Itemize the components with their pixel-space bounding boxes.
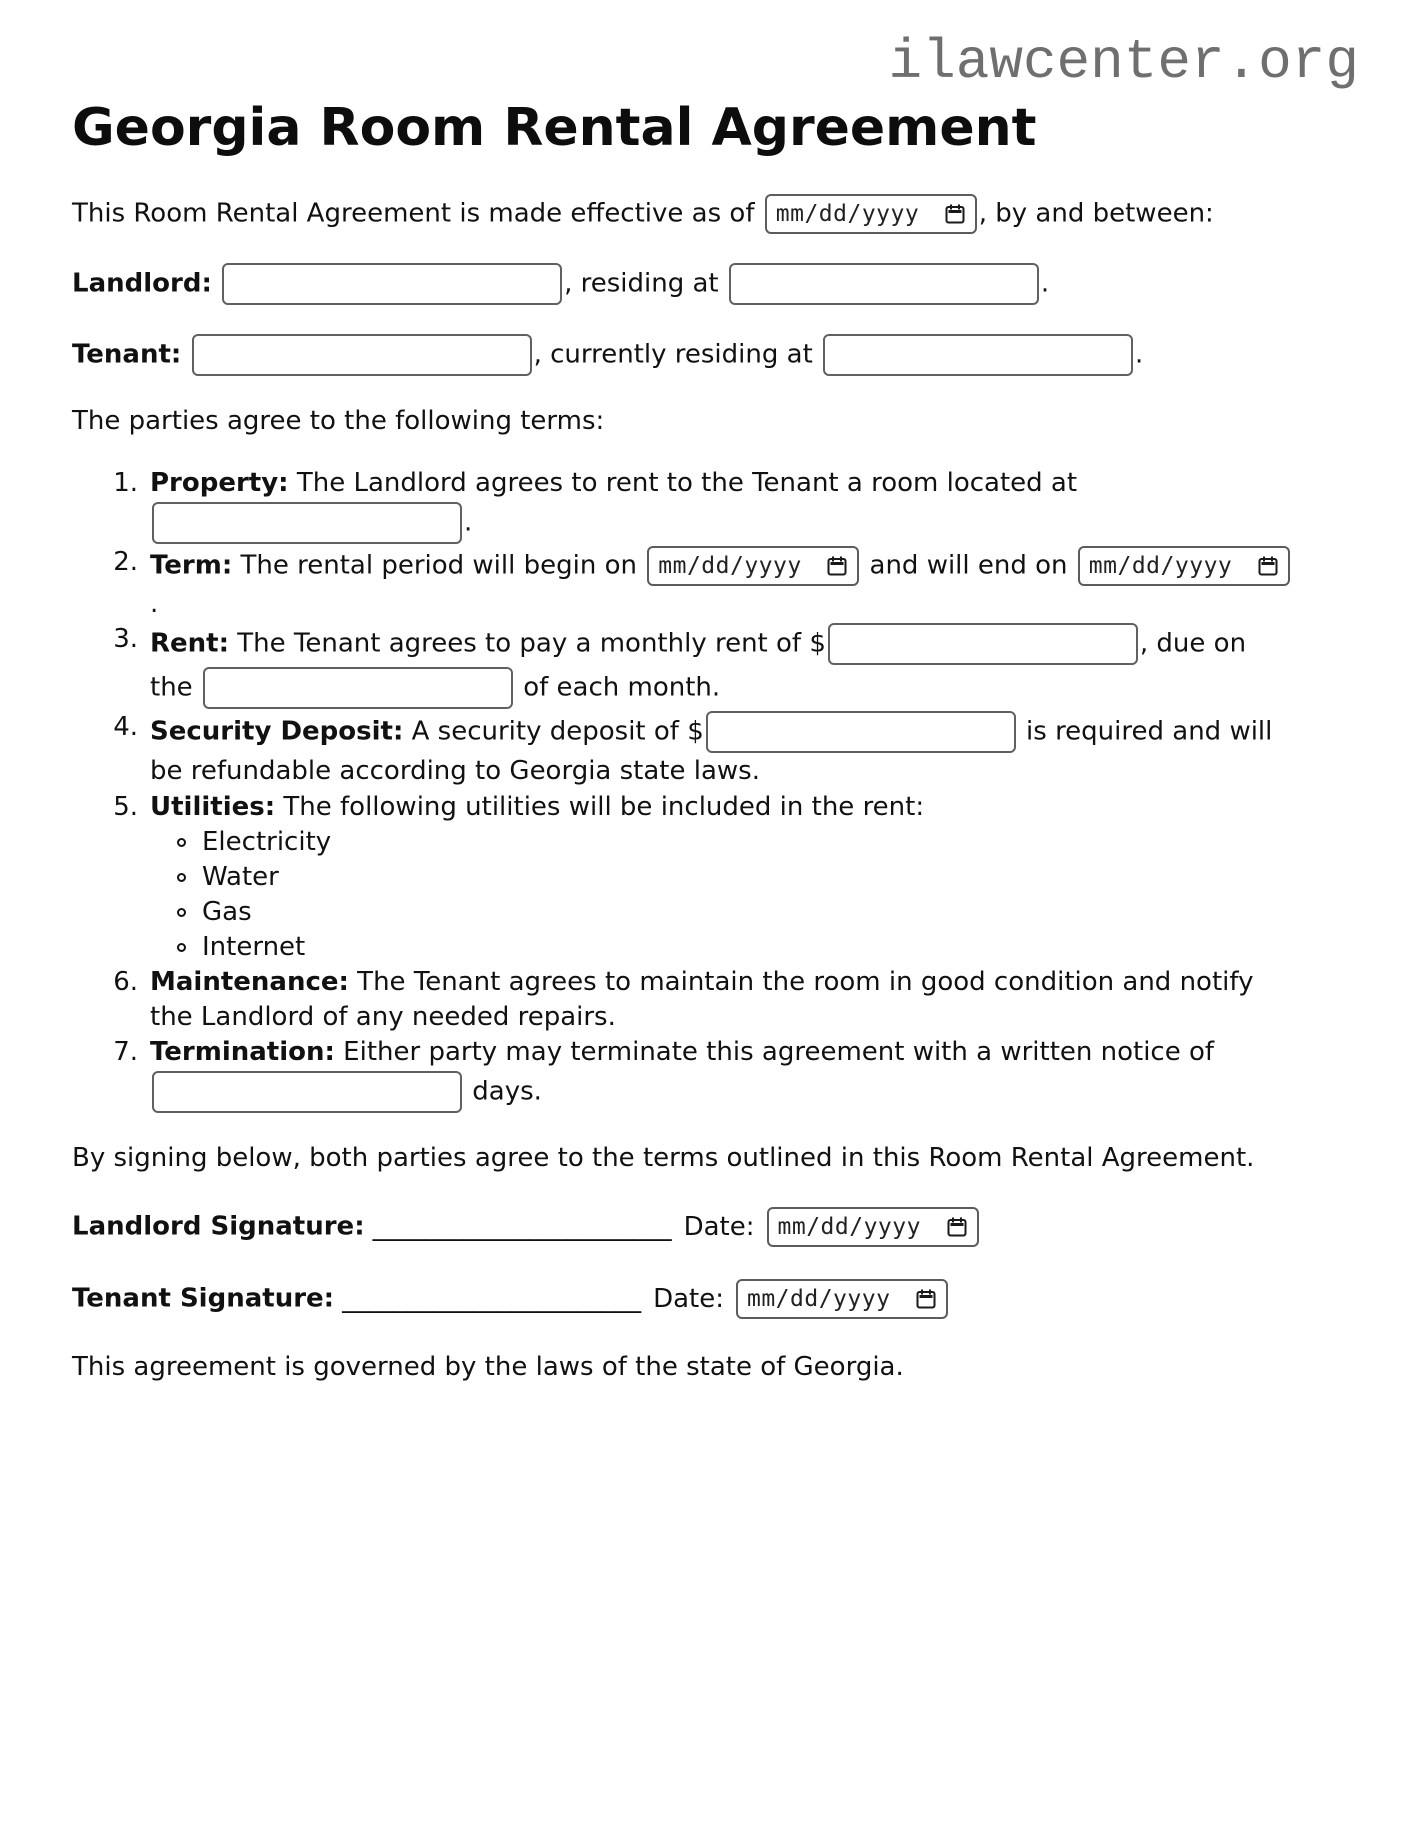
landlord-signature-line[interactable]: _______________________ — [372, 1211, 672, 1242]
termination-text-1: Either party may terminate this agreement with a written notice of — [334, 1037, 1215, 1068]
term-start-date-input[interactable] — [647, 546, 859, 586]
term-item-termination — [113, 1035, 1339, 1114]
utility-item — [202, 895, 1339, 930]
tenant-signature-row — [72, 1278, 1339, 1320]
rent-line-2 — [150, 666, 1339, 710]
utility-item — [202, 930, 1339, 965]
utilities-list — [150, 825, 1339, 965]
tenant-signature-line[interactable]: _______________________ — [342, 1283, 642, 1314]
rent-text-1: The Tenant agrees to pay a monthly rent of $ — [229, 628, 826, 659]
tenant-date-label: Date: — [653, 1283, 724, 1314]
deposit-line-2: be refundable according to Georgia state laws. — [150, 756, 760, 787]
maintenance-text-1: The Tenant agrees to maintain the room in good condition and notify — [348, 967, 1254, 998]
utility-label: Electricity — [202, 826, 332, 857]
utility-item — [202, 825, 1339, 860]
landlord-address-input[interactable] — [729, 263, 1039, 305]
rent-amount-input[interactable] — [828, 623, 1138, 665]
tenant-signature-label: Tenant Signature: — [72, 1283, 335, 1314]
termination-notice-days-input[interactable] — [152, 1071, 462, 1113]
landlord-end-text: . — [1040, 268, 1050, 299]
property-address-input[interactable] — [152, 502, 462, 544]
property-text: The Landlord agrees to rent to the Tenant a room located at — [288, 468, 1078, 499]
landlord-sign-date-placeholder: mm/dd/yyyy — [777, 1213, 921, 1240]
property-after-text: . — [464, 507, 473, 538]
landlord-signature-label: Landlord Signature: — [72, 1211, 365, 1242]
item-number: 5. — [113, 791, 138, 822]
rent-text-3: the — [150, 672, 201, 703]
deposit-label: Security Deposit: — [150, 716, 404, 747]
term-label: Term: — [150, 550, 233, 581]
calendar-icon[interactable] — [943, 202, 967, 226]
effective-date-placeholder: mm/dd/yyyy — [775, 200, 920, 227]
term-end-date-input[interactable] — [1078, 546, 1290, 586]
intro-tail-text: , by and between: — [978, 198, 1214, 229]
term-item-rent — [113, 622, 1339, 710]
landlord-signature-row — [72, 1206, 1339, 1248]
circle-bullet-icon — [177, 943, 186, 952]
term-text-1: The rental period will begin on — [232, 550, 646, 581]
tenant-row — [72, 333, 1339, 377]
tenant-end-text: . — [1135, 339, 1144, 370]
landlord-row — [72, 262, 1339, 306]
landlord-name-input[interactable] — [222, 263, 562, 305]
effective-date-input[interactable] — [765, 194, 977, 234]
utility-item — [202, 860, 1339, 895]
page-title: Georgia Room Rental Agreement — [72, 98, 1037, 158]
site-logo: ilawcenter.org — [888, 30, 1359, 94]
intro-paragraph — [72, 193, 1339, 235]
item-number: 3. — [113, 624, 138, 655]
rent-text-4: of each month. — [514, 672, 721, 703]
term-start-date-placeholder: mm/dd/yyyy — [658, 552, 802, 579]
rent-label: Rent: — [150, 628, 229, 659]
maintenance-label: Maintenance: — [150, 967, 349, 998]
calendar-icon[interactable] — [945, 1215, 969, 1239]
calendar-icon[interactable] — [1256, 554, 1280, 578]
property-label: Property: — [150, 468, 289, 499]
terms-list — [72, 466, 1339, 1114]
circle-bullet-icon — [177, 838, 186, 847]
maintenance-line-2: the Landlord of any needed repairs. — [150, 1002, 616, 1033]
term-item-maintenance — [113, 965, 1339, 1035]
utilities-text: The following utilities will be included in the rent: — [275, 791, 925, 822]
deposit-text-1: A security deposit of $ — [403, 716, 704, 747]
rent-due-day-input[interactable] — [203, 667, 513, 709]
termination-label: Termination: — [150, 1037, 335, 1068]
tenant-name-input[interactable] — [192, 334, 532, 376]
calendar-icon[interactable] — [914, 1287, 938, 1311]
term-item-term — [113, 545, 1339, 622]
tenant-address-input[interactable] — [823, 334, 1133, 376]
circle-bullet-icon — [177, 873, 186, 882]
termination-line-2 — [150, 1070, 1339, 1114]
utility-label: Water — [202, 861, 279, 892]
tenant-sign-date-placeholder: mm/dd/yyyy — [746, 1285, 891, 1312]
tenant-label: Tenant: — [72, 339, 182, 370]
term-period-line: . — [150, 589, 159, 620]
item-number: 6. — [113, 967, 138, 998]
term-end-date-placeholder: mm/dd/yyyy — [1088, 552, 1233, 579]
item-number: 4. — [113, 712, 138, 743]
rent-text-2: , due on — [1139, 628, 1247, 659]
deposit-text-2: is required and will — [1017, 716, 1273, 747]
calendar-icon[interactable] — [825, 554, 849, 578]
tenant-sign-date-input[interactable] — [736, 1279, 948, 1319]
term-item-utilities — [113, 790, 1339, 965]
landlord-date-label: Date: — [683, 1211, 755, 1242]
property-input-line — [150, 501, 1339, 545]
deposit-amount-input[interactable] — [706, 711, 1016, 753]
signing-statement: By signing below, both parties agree to the terms outlined in this Room Rental Agreement. — [72, 1143, 1255, 1174]
landlord-sign-date-input[interactable] — [767, 1207, 979, 1247]
tenant-mid-text: , currently residing at — [533, 339, 822, 370]
term-text-2: and will end on — [861, 550, 1076, 581]
term-item-deposit — [113, 710, 1339, 789]
landlord-mid-text: , residing at — [564, 268, 727, 299]
utility-label: Gas — [202, 896, 252, 927]
circle-bullet-icon — [177, 908, 186, 917]
utilities-label: Utilities: — [150, 791, 276, 822]
item-number: 7. — [113, 1037, 138, 1068]
landlord-label: Landlord: — [72, 268, 212, 299]
term-item-property — [113, 466, 1339, 545]
item-number: 2. — [113, 547, 138, 578]
item-number: 1. — [113, 468, 138, 499]
utility-label: Internet — [202, 931, 306, 962]
terms-heading: The parties agree to the following terms: — [72, 406, 605, 437]
termination-text-2: days. — [464, 1076, 542, 1107]
governing-law-text: This agreement is governed by the laws of the state of Georgia. — [72, 1352, 904, 1383]
intro-lead-text: This Room Rental Agreement is made effective as of — [72, 198, 763, 229]
